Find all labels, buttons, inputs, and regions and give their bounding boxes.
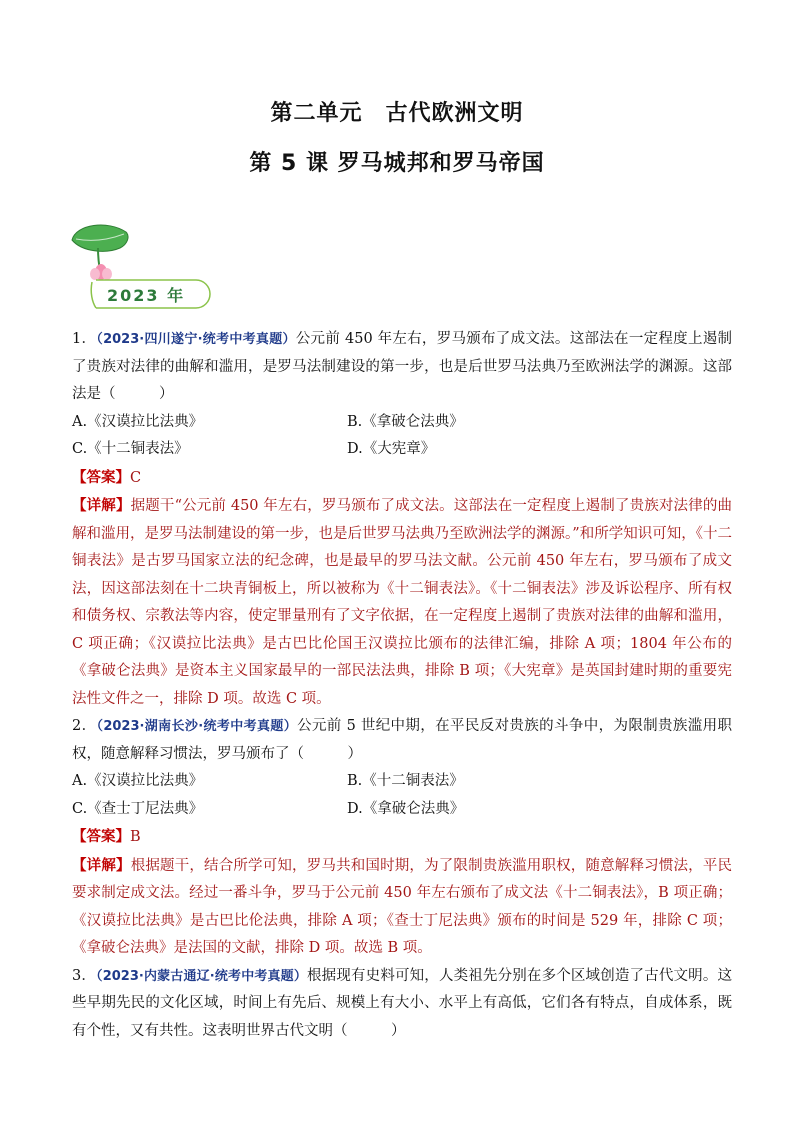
option-d: D.《拿破仑法典》 xyxy=(347,800,465,817)
question-2-answer xyxy=(72,823,732,852)
option-c: C.《十二铜表法》 xyxy=(72,441,189,457)
option-a: A.《汉谟拉比法典》 xyxy=(72,773,204,789)
question-text: 公元前 5 世纪中期，在平民反对贵族的斗争中，为限制贵族滥用职权，随意解释习惯法，罗马颁布了（ ） xyxy=(72,718,732,762)
question-source: （2023·湖南长沙·统考中考真题） xyxy=(96,719,298,734)
question-1-stem xyxy=(72,326,732,409)
answer-label: 【答案】 xyxy=(72,468,130,486)
detail-label: 【详解】 xyxy=(72,856,131,874)
option-b: B.《拿破仑法典》 xyxy=(347,413,464,430)
option-c: C.《查士丁尼法典》 xyxy=(72,800,204,817)
question-source: （2023·四川遂宁·统考中考真题） xyxy=(96,332,296,347)
detail-text: 据题干“公元前 450 年左右，罗马颁布了成文法。这部法在一定程度上遏制了贵族对法律的曲解和滥用，是罗马法制建设的第一步，也是后世罗马法典乃至欧洲法学的渊源。”和所学知识可知，《十二铜表法》是古罗马国家立法的纪念碑，也是最早的罗马法文献。公元前 450 年左右，罗马颁布了成文法，因这部法刻在十二块青铜板上，所以被称为《十二铜表法》。《十二铜表法》涉及诉讼程序、所有权和债务权、宗教法等内容，使定罪量刑有了文字依据，在一定程度上遏制了贵族对法律的曲解和滥用，C 项正确；《汉谟拉比法典》是古巴比伦国王汉谟拉比颁布的法律汇编，排除 A 项；1804 年公布的《拿破仑法典》是资本主义国家最早的一部民法法典，排除 B 项；《大宪章》是英国封建时期的重要宪法性文件之一，排除 D 项。故选 C 项。 xyxy=(72,498,732,707)
question-text: 公元前 450 年左右，罗马颁布了成文法。这部法在一定程度上遏制了贵族对法律的曲解和滥用，是罗马法制建设的第一步，也是后世罗马法典乃至欧洲法学的渊源。这部法是（ ） xyxy=(72,331,732,402)
lesson-title: 第 5 课 罗马城邦和罗马帝国 xyxy=(249,151,545,176)
answer-value: B xyxy=(130,829,141,845)
question-2-detail xyxy=(72,852,732,963)
question-1-detail xyxy=(72,492,732,713)
question-number: 1． xyxy=(72,331,97,347)
question-number: 2． xyxy=(72,718,97,734)
detail-label: 【详解】 xyxy=(72,497,131,514)
question-1-options xyxy=(72,409,732,464)
answer-value: C xyxy=(130,469,142,486)
detail-text: 根据题干，结合所学可知，罗马共和国时期，为了限制贵族滥用职权，随意解释习惯法，平民要求制定成文法。经过一番斗争，罗马于公元前 450 年左右颁布了成文法《十二铜表法》，B 项正确；《汉谟拉比法典》是古巴比伦法典，排除 A 项；《查士丁尼法典》颁布的时间是 529 年，排除 C 项；《拿破仑法典》是法国的文献，排除 D 项。故选 B 项。 xyxy=(72,857,733,956)
question-list xyxy=(72,326,732,1045)
option-d: D.《大宪章》 xyxy=(347,441,436,457)
question-source: （2023·内蒙古通辽·统考中考真题） xyxy=(96,968,308,984)
question-2-stem xyxy=(72,713,732,768)
option-b: B.《十二铜表法》 xyxy=(347,773,464,789)
unit-title: 第二单元 古代欧洲文明 xyxy=(270,101,524,126)
answer-label: 【答案】 xyxy=(72,828,130,845)
question-text: 根据现有史料可知，人类祖先分别在多个区域创造了古代文明。这些早期先民的文化区域，时间上有先后、规模上有大小、水平上有高低，它们各有特点，自成体系，既有个性，又有共性。这表明世界古代文明（ ） xyxy=(72,967,732,1039)
question-number: 3． xyxy=(72,967,97,984)
question-1-answer xyxy=(72,464,732,493)
question-3-stem xyxy=(72,963,732,1046)
question-2-options xyxy=(72,768,732,823)
year-label: 2023 年 xyxy=(107,286,186,305)
option-a: A.《汉谟拉比法典》 xyxy=(72,413,204,430)
